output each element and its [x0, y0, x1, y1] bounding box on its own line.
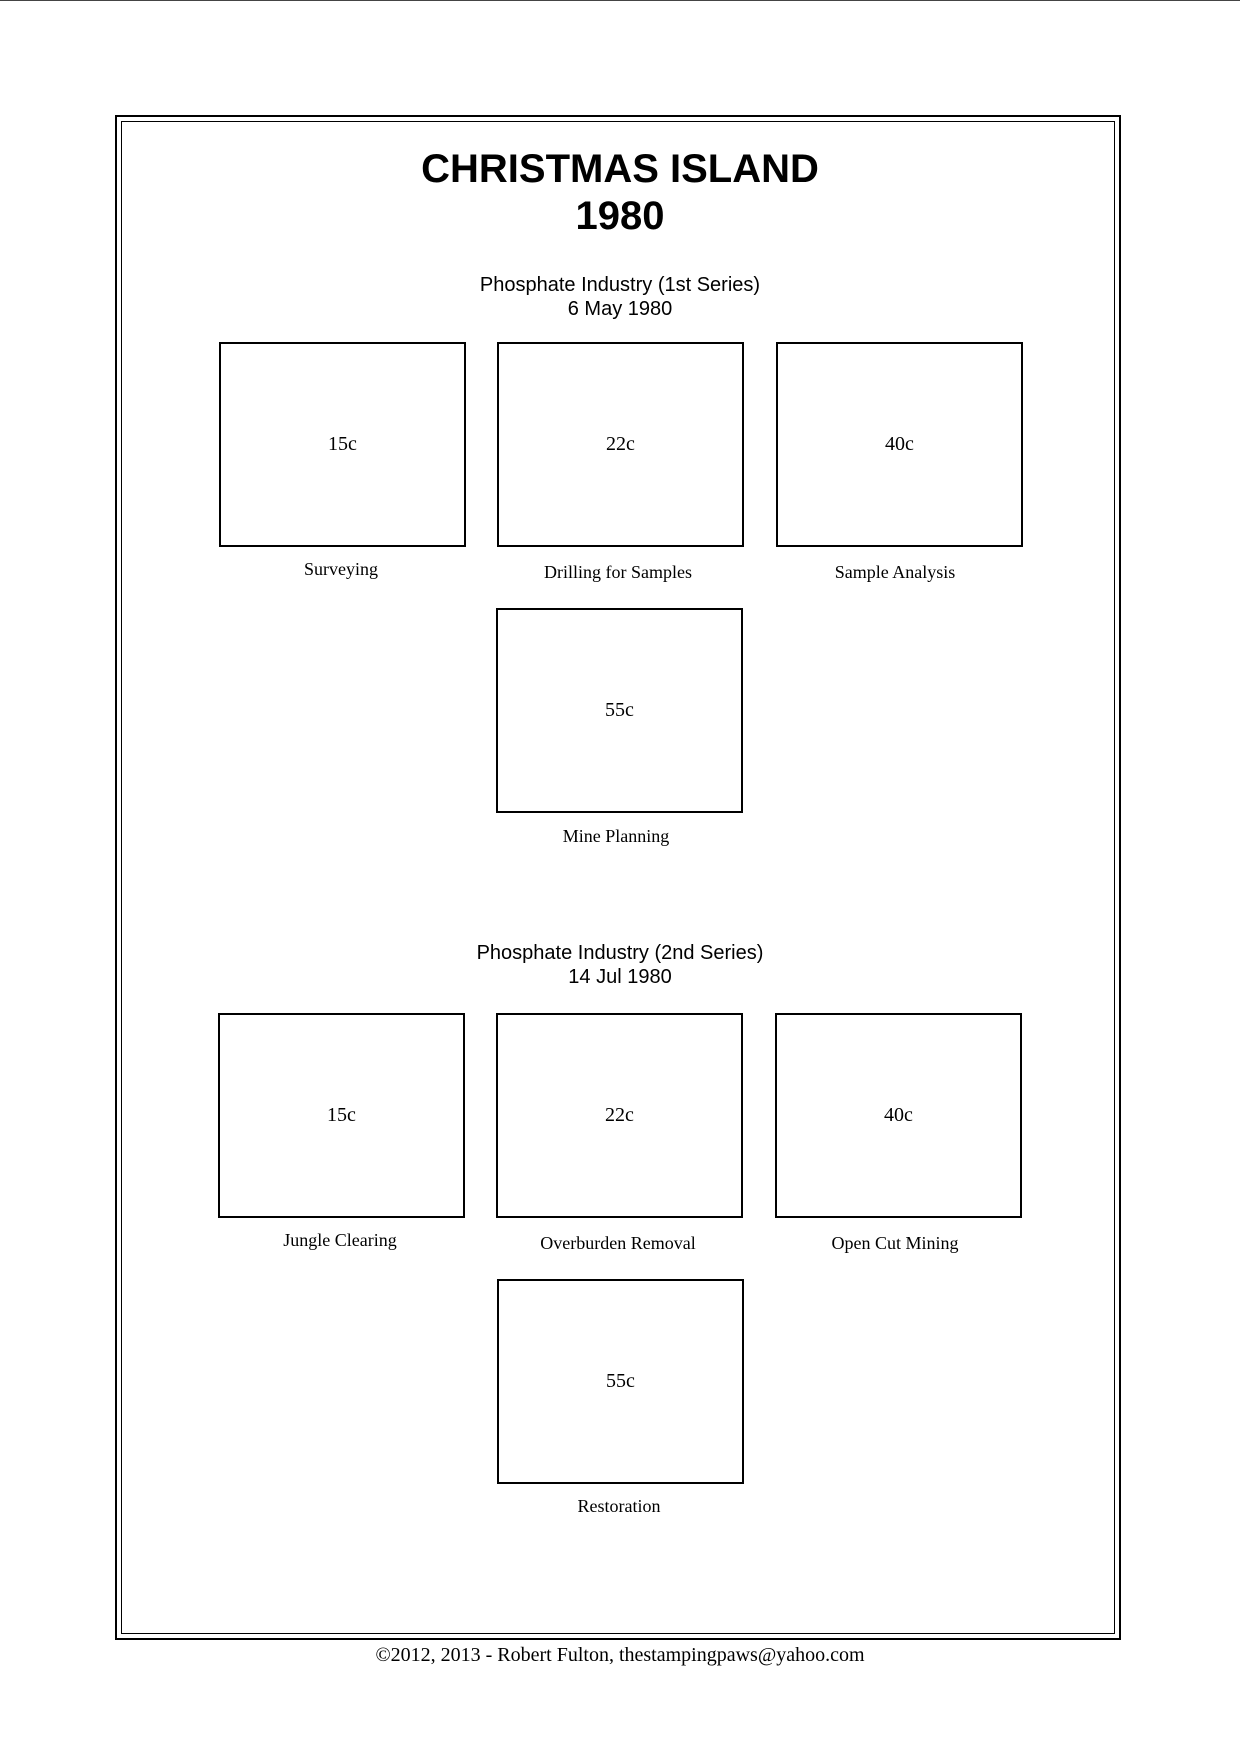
page-title: CHRISTMAS ISLAND [421, 147, 819, 191]
page-year: 1980 [575, 194, 665, 238]
stamp-value: 40c [885, 433, 914, 455]
stamp-box [218, 1013, 465, 1218]
stamp-box [775, 1013, 1022, 1218]
stamp-caption: Open Cut Mining [831, 1233, 959, 1253]
stamp-value: 55c [605, 699, 634, 721]
stamp-caption: Drilling for Samples [544, 562, 692, 582]
stamp-caption: Jungle Clearing [283, 1230, 397, 1250]
stamp-box [776, 342, 1023, 547]
stamp-caption: Sample Analysis [834, 562, 956, 582]
stamp-box [496, 608, 743, 813]
stamp-value: 15c [327, 1104, 356, 1126]
stamp-caption: Overburden Removal [540, 1233, 696, 1253]
stamp-value: 22c [605, 1104, 634, 1126]
top-rule [0, 0, 1240, 1]
stamp-value: 40c [884, 1104, 913, 1126]
stamp-caption: Restoration [577, 1496, 661, 1516]
stamp-value: 22c [606, 433, 635, 455]
stamp-box [497, 342, 744, 547]
stamp-box [496, 1013, 743, 1218]
stamp-value: 55c [606, 1370, 635, 1392]
stamp-value: 15c [328, 433, 357, 455]
stamp-caption: Surveying [304, 559, 378, 579]
stamp-box [497, 1279, 744, 1484]
stamp-box [219, 342, 466, 547]
series-1-date: 6 May 1980 [567, 298, 673, 320]
series-2-date: 14 Jul 1980 [568, 966, 672, 988]
series-2-name: Phosphate Industry (2nd Series) [476, 942, 764, 964]
stamp-caption: Mine Planning [562, 826, 670, 846]
copyright-footer: ©2012, 2013 - Robert Fulton, thestampingpaws@yahoo.com [375, 1644, 865, 1666]
series-1-name: Phosphate Industry (1st Series) [479, 274, 761, 296]
